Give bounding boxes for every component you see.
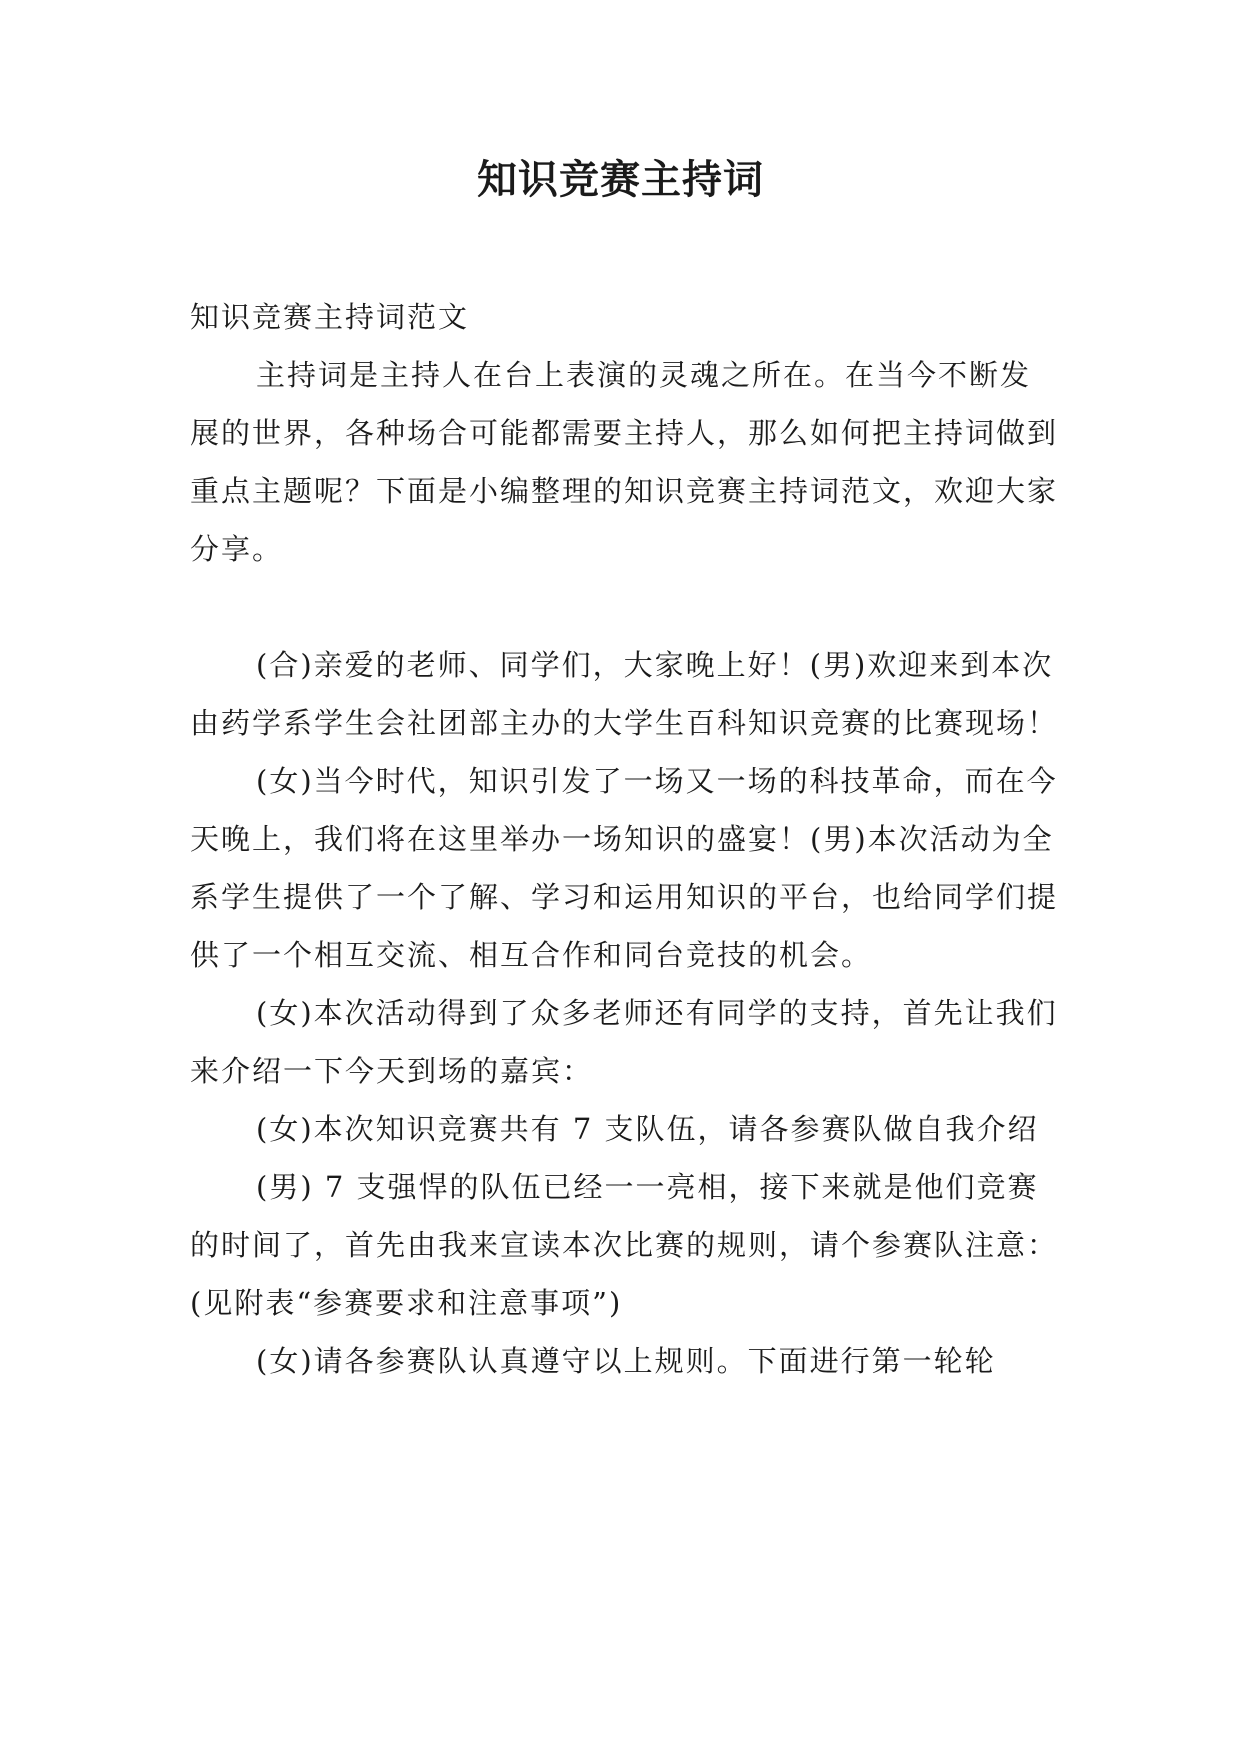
document-subtitle: 知识竞赛主持词范文 [190, 300, 470, 334]
document-title: 知识竞赛主持词 [477, 157, 764, 203]
paragraph-5: (男) 7 支强悍的队伍已经一一亮相，接下来就是他们竞赛的时间了，首先由我来宣读本次比赛的规则，请个参赛队注意：(见附表“参赛要求和注意事项”) [190, 1170, 1059, 1320]
intro-paragraph: 主持词是主持人在台上表演的灵魂之所在。在当今不断发展的世界，各种场合可能都需要主持人，那么如何把主持词做到重点主题呢？下面是小编整理的知识竞赛主持词范文，欢迎大家分享。 [190, 358, 1059, 566]
paragraph-spacer [190, 578, 1058, 636]
paragraph-2: (女)当今时代，知识引发了一场又一场的科技革命，而在今天晚上，我们将在这里举办一场知识的盛宴！(男)本次活动为全系学生提供了一个了解、学习和运用知识的平台，也给同学们提供了一个相互交流、相互合作和同台竞技的机会。 [190, 764, 1059, 972]
paragraph-6: (女)请各参赛队认真遵守以上规则。下面进行第一轮轮 [256, 1344, 996, 1378]
paragraph-1: (合)亲爱的老师、同学们，大家晚上好！(男)欢迎来到本次由药学系学生会社团部主办的大学生百科知识竞赛的比赛现场！ [190, 648, 1059, 740]
document-body [190, 288, 1058, 1390]
paragraph-4: (女)本次知识竞赛共有 7 支队伍，请各参赛队做自我介绍 [256, 1112, 1039, 1146]
paragraph-3: (女)本次活动得到了众多老师还有同学的支持，首先让我们来介绍一下今天到场的嘉宾： [190, 996, 1058, 1088]
